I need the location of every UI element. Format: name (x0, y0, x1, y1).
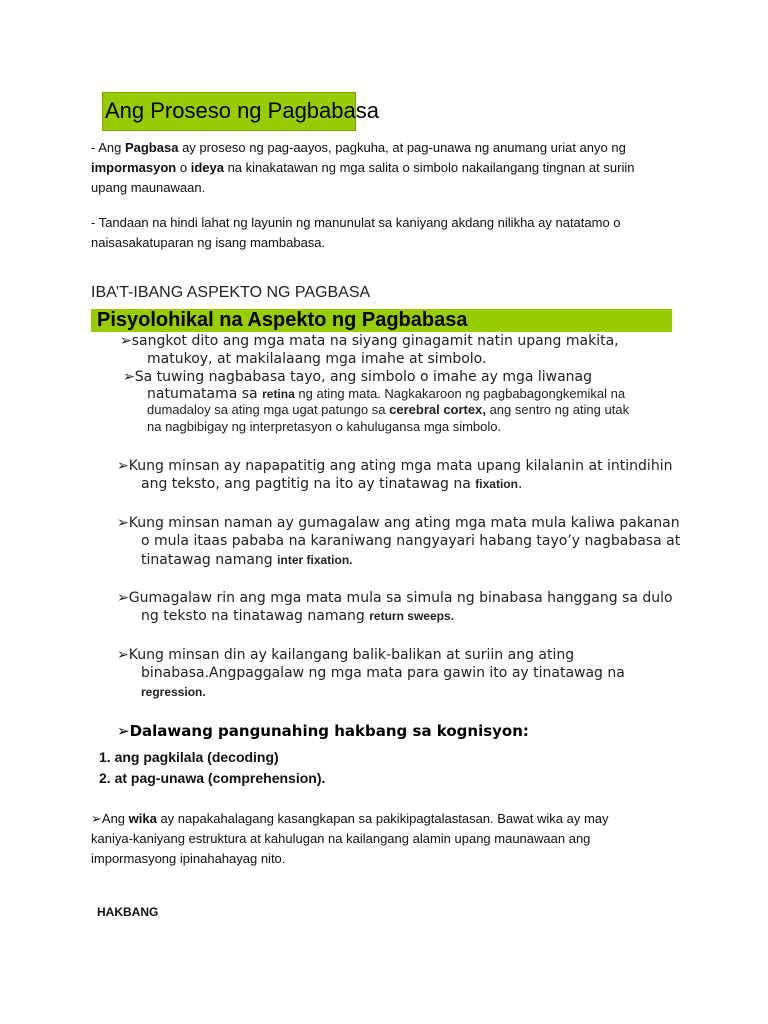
term-regression: regression. (141, 685, 206, 699)
arrow-bullet-icon: ➢ (123, 369, 135, 385)
term-inter-fixation: inter fixation. (277, 553, 353, 567)
arrow-bullet-icon: ➢ (117, 458, 129, 474)
term-impormasyon: impormasyon (91, 160, 177, 175)
arrow-bullet-icon: ➢ (117, 515, 129, 531)
text: upang maunawaan. (91, 180, 206, 195)
text: dumadaloy sa ating mga ugat patungo sa (147, 402, 390, 417)
text: - Tandaan na hindi lahat ng layunin ng manunulat sa kaniyang akdang nilikha ay natatamo o (91, 215, 621, 230)
kognisyon-heading: Dalawang pangunahing hakbang sa kognisyon: (129, 722, 529, 740)
text: ay proseso ng pag-aayos, pagkuha, at pag-unawa ng anumang uriat anyo ng (178, 140, 626, 155)
text: Kung minsan ay napapatitig ang ating mga mata upang kilalanin at intindihin (128, 458, 673, 474)
text: ay napakahalagang kasangkapan sa pakikipagtalastasan. Bawat wika ay may (156, 811, 609, 826)
text: ng teksto na tinatawag namang (141, 608, 370, 624)
text: o (176, 160, 191, 175)
term-cerebral-cortex: cerebral cortex, (389, 402, 486, 417)
arrow-bullet-icon: ➢ (117, 647, 129, 663)
text: tinatawag namang (141, 552, 278, 568)
term-return-sweeps: return sweeps. (369, 609, 454, 623)
text: Ang (101, 811, 129, 826)
section-heading: IBA’T-IBANG ASPEKTO NG PAGBASA (91, 284, 371, 301)
term-ideya: ideya (190, 160, 224, 175)
term-pagbasa: Pagbasa (124, 140, 179, 155)
hakbang-heading: HAKBANG (97, 905, 159, 919)
text: binabasa.Angpaggalaw ng mga mata para gawin ito ay tinatawag na (141, 665, 625, 681)
arrow-bullet-icon: ➢ (91, 811, 102, 826)
text: na kinakatawan ng mga salita o simbolo nakailangang tingnan at suriin (223, 160, 635, 175)
page-title: Ang Proseso ng Pagbabasa (105, 98, 379, 123)
list-item: 2. at pag-unawa (comprehension). (99, 770, 326, 786)
text: ang sentro ng ating utak (485, 402, 630, 417)
text: na nagbibigay ng interpretasyon o kahulugansa mga simbolo. (147, 419, 502, 434)
wika-paragraph (91, 809, 691, 869)
text: sangkot dito ang mga mata na siyang ginagamit natin upang makita, (131, 333, 619, 349)
term-retina: retina (262, 387, 295, 401)
text: natumatama sa (147, 386, 263, 402)
text: o mula itaas pababa na karaniwang nangyayari habang tayo’y nagbabasa at (141, 533, 681, 549)
intro-paragraph-2 (91, 213, 691, 253)
text: - Ang (91, 140, 125, 155)
text: Gumagalaw rin ang mga mata mula sa simula ng binabasa hanggang sa dulo (128, 590, 673, 606)
text: impormasyong ipinahahayag nito. (91, 851, 286, 866)
list-item: 1. ang pagkilala (decoding) (99, 749, 279, 765)
term-wika: wika (128, 811, 157, 826)
intro-paragraph-1 (91, 138, 691, 198)
arrow-bullet-icon: ➢ (117, 590, 129, 606)
text: ang teksto, ang pagtitig na ito ay tinatawag na (141, 476, 476, 492)
arrow-bullet-icon: ➢ (120, 333, 132, 349)
text: . (517, 476, 523, 492)
text: Kung minsan naman ay gumagalaw ang ating mga mata mula kaliwa pakanan (128, 515, 680, 531)
text: kaniya-kaniyang estruktura at kahulugan na kailangang alamin upang maunawaan ang (91, 831, 591, 846)
text: Kung minsan din ay kailangang balik-balikan at suriin ang ating (128, 647, 575, 663)
arrow-bullet-icon: ➢ (117, 722, 130, 740)
text: Sa tuwing nagbabasa tayo, ang simbolo o imahe ay mga liwanag (134, 369, 593, 385)
text: ng ating mata. Nagkakaroon ng pagbabagongkemikal na (294, 386, 626, 401)
text: matukoy, at makilalaang mga imahe at simbolo. (147, 351, 487, 367)
term-fixation: fixation (475, 477, 518, 491)
subheading: Pisyolohikal na Aspekto ng Pagbabasa (97, 309, 468, 331)
text: naisasakatuparan ng isang mambabasa. (91, 235, 326, 250)
